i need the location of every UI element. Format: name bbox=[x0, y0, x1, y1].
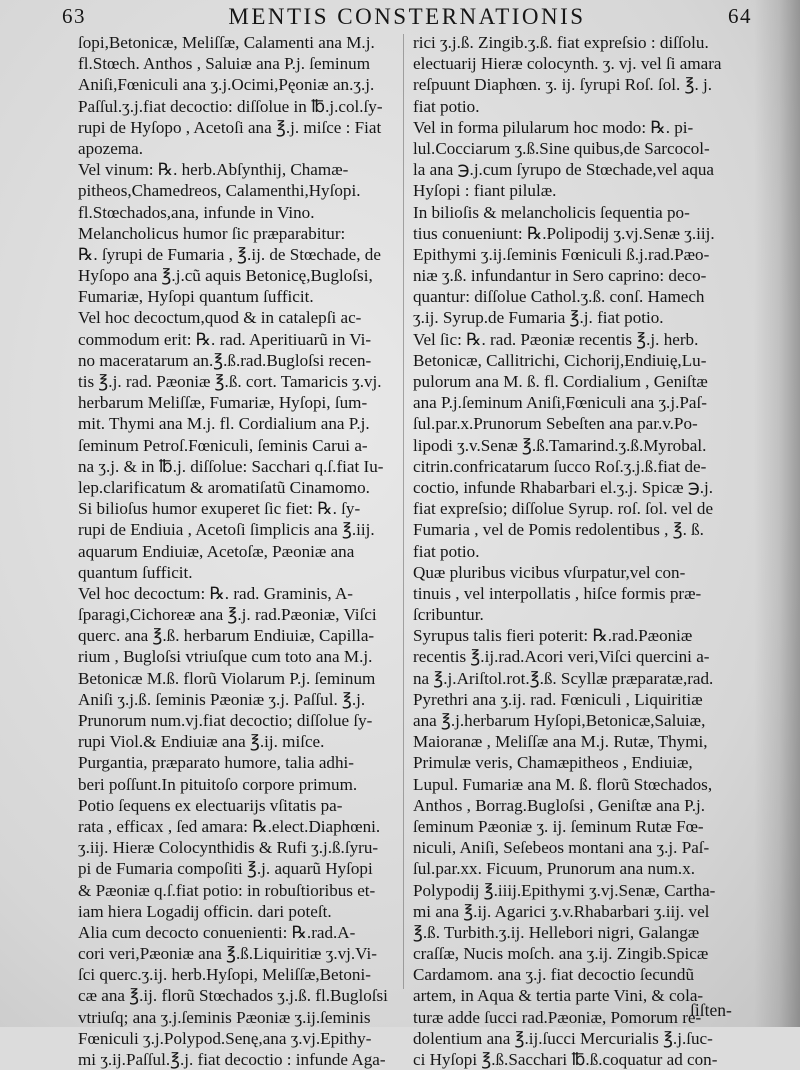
text-line: Epithymi ʒ.ij.ſeminis Fœniculi ß.j.rad.Pæo- bbox=[413, 244, 710, 264]
text-line: niæ ʒ.ß. infundantur in Sero caprino: deco- bbox=[413, 266, 707, 286]
text-line: Vel hoc decoctum: ℞. rad. Graminis, A- bbox=[78, 583, 353, 603]
text-line: Vel vinum: ℞. herb.Abſynthij, Chamæ- bbox=[78, 160, 349, 180]
catchword: ſiſten- bbox=[690, 1000, 732, 1020]
text-line: ʒ.iij. Hieræ Colocynthidis & Rufi ʒ.j.ß.ſyru- bbox=[78, 838, 379, 858]
text-line: ana ℥.j.herbarum Hyſopi,Betonicæ,Saluiæ, bbox=[413, 711, 706, 730]
text-line: ci Hyſopi ℥.ß.Sacchari ℔.ß.coquatur ad con- bbox=[413, 1050, 718, 1069]
text-line: ſul.par.xx. Ficuum, Prunorum ana num.x. bbox=[413, 859, 696, 879]
text-line: Alia cum decocto conuenienti: ℞.rad.A- bbox=[78, 922, 356, 942]
text-line: herbarum Meliſſæ, Fumariæ, Hyſopi, ſum- bbox=[78, 393, 368, 413]
text-line: rium , Bugloſsi vtriuſque cum toto ana M.j. bbox=[78, 647, 373, 667]
text-line: Syrupus talis fieri poterit: ℞.rad.Pæoniæ bbox=[413, 626, 693, 646]
text-line: ſci querc.ʒ.ij. herb.Hyſopi, Meliſſæ,Betoni- bbox=[78, 965, 371, 985]
text-line: rupi de Hyſopo , Acetoſi ana ℥.j. miſce : Fiat bbox=[78, 117, 382, 137]
text-line: ſeminum Petroſ.Fœniculi, ſeminis Carui a- bbox=[78, 435, 368, 455]
running-title: MENTIS CONSTERNATIONIS bbox=[228, 4, 586, 29]
text-line: iam hiera Logadij officin. dari poteſt. bbox=[78, 901, 332, 921]
text-line: cæ ana ℥.ij. florũ Stœchados ʒ.j.ß. fl.Bugloſsi bbox=[78, 986, 388, 1006]
text-line: rata , efficax , ſed amara: ℞.elect.Diaphœni. bbox=[78, 816, 381, 836]
text-line: apozema. bbox=[78, 138, 144, 158]
text-line: rici ʒ.j.ß. Zingib.ʒ.ß. fiat expreſsio : diſſolu. bbox=[413, 33, 709, 52]
text-line: craſſæ, Nucis moſch. ana ʒ.ij. Zingib.Spicæ bbox=[413, 944, 709, 964]
text-line: tinuis , vel interpollatis , hiſce formis præ- bbox=[413, 583, 702, 603]
text-line: Vel hoc decoctum,quod & in catalepſi ac- bbox=[78, 308, 362, 328]
text-line: quantum ſufficit. bbox=[78, 562, 193, 582]
text-line: vtriuſq; ana ʒ.j.ſeminis Pæoniæ ʒ.ij.ſeminis bbox=[78, 1007, 371, 1027]
text-line: pitheos,Chamedreos, Calamenthi,Hyſopi. bbox=[78, 181, 361, 201]
text-line: fiat potio. bbox=[413, 96, 480, 116]
text-line: Fumaria , vel de Pomis redolentibus , ℥. ß. bbox=[413, 520, 704, 540]
text-line: ʒ.ij. Syrup.de Fumaria ℥.j. fiat potio. bbox=[413, 308, 664, 328]
text-line: Anthos , Borrag.Bugloſsi , Geniſtæ ana P.j. bbox=[413, 795, 706, 815]
text-line: pi de Fumaria compoſiti ℥.j. aquarũ Hyſopi bbox=[78, 859, 373, 879]
text-line: mi ana ℥.ij. Agarici ʒ.v.Rhabarbari ʒ.iij. vel bbox=[413, 901, 710, 921]
right-text-column bbox=[413, 32, 743, 1070]
text-line: In bilioſis & melancholicis ſequentia po- bbox=[413, 202, 690, 222]
text-line: coctio, infunde Rhabarbari el.ʒ.j. Spicæ ℈.j. bbox=[413, 477, 714, 497]
text-line: Pyrethri ana ʒ.ij. rad. Fœniculi , Liquiritiæ bbox=[413, 689, 703, 709]
text-line: ℞. ſyrupi de Fumaria , ℥.ij. de Stœchade, de bbox=[78, 244, 381, 264]
text-line: rupi Viol.& Endiuiæ ana ℥.ij. miſce. bbox=[78, 732, 325, 752]
text-line: fl.Stœchados,ana, infunde in Vino. bbox=[78, 202, 315, 222]
text-line: ſeminum Pæoniæ ʒ. ij. ſeminum Rutæ Fœ- bbox=[413, 816, 704, 836]
text-line: reſpuunt Diaphœn. ʒ. ij. ſyrupi Roſ. ſol. ℥. j. bbox=[413, 75, 713, 95]
text-line: mi ʒ.ij.Paſſul.℥.j. fiat decoctio : infunde Aga- bbox=[78, 1050, 386, 1069]
text-line: na ℥.j.Ariſtol.rot.℥.ß. Scyllæ præparatæ,rad. bbox=[413, 668, 714, 688]
text-line: Prunorum num.vj.fiat decoctio; diſſolue ſy- bbox=[78, 711, 373, 730]
text-line: la ana ℈.j.cum ſyrupo de Stœchade,vel aqua bbox=[413, 160, 715, 180]
text-line: Cardamom. ana ʒ.j. fiat decoctio ſecundũ bbox=[413, 965, 694, 985]
text-line: lipodi ʒ.v.Senæ ℥.ß.Tamarind.ʒ.ß.Myrobal. bbox=[413, 435, 707, 455]
text-line: dolentium ana ℥.ij.ſucci Mercurialis ℥.j.ſuc- bbox=[413, 1028, 713, 1048]
text-line: Purgantia, præparato humore, talia adhi- bbox=[78, 753, 354, 773]
text-line: Lupul. Fumariæ ana M. ß. florũ Stœchados, bbox=[413, 774, 713, 794]
text-line: citrin.confricatarum ſucco Roſ.ʒ.j.ß.fiat de- bbox=[413, 456, 707, 476]
text-line: Betonicæ, Callitrichi, Cichorij,Endiuię,Lu- bbox=[413, 350, 707, 370]
text-line: Paſſul.ʒ.j.fiat decoctio: diſſolue in ℔.j.col.ſy- bbox=[78, 96, 383, 116]
text-line: rupi de Endiuia , Acetoſi ſimplicis ana ℥.iij. bbox=[78, 520, 375, 540]
text-line: ſopi,Betonicæ, Meliſſæ, Calamenti ana M.j. bbox=[78, 33, 375, 52]
text-line: Hyſopo ana ℥.j.cũ aquis Betonicę,Bugloſsi, bbox=[78, 266, 373, 286]
text-line: ſparagi,Cichoreæ ana ℥.j. rad.Pæoniæ, Viſci bbox=[78, 605, 377, 625]
text-line: Betonicæ M.ß. florũ Violarum P.j. ſeminum bbox=[78, 668, 376, 688]
text-line: Aniſi,Fœniculi ana ʒ.j.Ocimi,Pęoniæ an.ʒ.j. bbox=[78, 75, 375, 95]
text-line: Hyſopi : fiant pilulæ. bbox=[413, 181, 557, 201]
page-number-left: 63 bbox=[62, 4, 86, 28]
text-line: tius conueniunt: ℞.Polipodij ʒ.vj.Senæ ʒ.iij. bbox=[413, 223, 715, 243]
text-line: pulorum ana M. ß. fl. Cordialium , Geniſtæ bbox=[413, 372, 708, 391]
text-line: ſul.par.x.Prunorum Sebeſten ana par.v.Po- bbox=[413, 414, 698, 434]
page-edge-shadow bbox=[754, 0, 800, 1027]
text-line: Quæ pluribus vicibus vſurpatur,vel con- bbox=[413, 562, 686, 582]
text-line: Vel ſic: ℞. rad. Pæoniæ recentis ℥.j. herb. bbox=[413, 329, 699, 349]
text-line: cori veri,Pæoniæ ana ℥.ß.Liquiritiæ ʒ.vj.Vi- bbox=[78, 944, 377, 964]
text-line: artem, in Aqua & tertia parte Vini, & cola- bbox=[413, 986, 704, 1006]
text-line: lul.Cocciarum ʒ.ß.Sine quibus,de Sarcocol- bbox=[413, 138, 710, 158]
text-line: Vel in forma pilularum hoc modo: ℞. pi- bbox=[413, 117, 694, 137]
text-line: ſcribuntur. bbox=[413, 605, 484, 625]
text-line: Fœniculi ʒ.j.Polypod.Senę,ana ʒ.vj.Epithy- bbox=[78, 1028, 372, 1048]
text-line: ana P.j.ſeminum Aniſi,Fœniculi ana ʒ.j.Paſ- bbox=[413, 393, 707, 413]
page-number-right: 64 bbox=[728, 4, 752, 28]
text-line: aquarum Endiuiæ, Acetoſæ, Pæoniæ ana bbox=[78, 541, 355, 561]
text-line: turæ adde ſucci rad.Pæoniæ, Pomorum re- bbox=[413, 1007, 702, 1027]
text-line: Fumariæ, Hyſopi quantum ſufficit. bbox=[78, 287, 314, 307]
text-line: commodum erit: ℞. rad. Aperitiuarũ in Vi- bbox=[78, 329, 372, 349]
text-line: na ʒ.j. & in ℔.j. diſſolue: Sacchari q.ſ.fiat Iu- bbox=[78, 456, 384, 476]
text-line: Aniſi ʒ.j.ß. ſeminis Pæoniæ ʒ.j. Paſſul. ℥.j. bbox=[78, 689, 366, 709]
text-line: ℥.ß. Turbith.ʒ.ij. Hellebori nigri, Galangæ bbox=[413, 922, 700, 942]
text-line: Maioranæ , Meliſſæ ana M.j. Rutæ, Thymi, bbox=[413, 732, 708, 752]
text-line: Melancholicus humor ſic præparabitur: bbox=[78, 223, 346, 243]
text-line: recentis ℥.ij.rad.Acori veri,Viſci quercini a- bbox=[413, 647, 710, 667]
left-text-column bbox=[78, 32, 408, 1070]
text-line: Potio ſequens ex electuarijs vſitatis pa- bbox=[78, 795, 343, 815]
text-line: mit. Thymi ana M.j. fl. Cordialium ana P.j. bbox=[78, 414, 370, 434]
text-line: Primulæ veris, Chamæpitheos , Endiuiæ, bbox=[413, 753, 693, 773]
text-line: beri poſſunt.In pituitoſo corpore primum. bbox=[78, 774, 358, 794]
running-header bbox=[62, 4, 752, 30]
text-line: fiat expreſsio; diſſolue Syrup. roſ. ſol. vel de bbox=[413, 499, 714, 519]
text-line: tis ℥.j. rad. Pæoniæ ℥.ß. cort. Tamaricis ʒ.vj. bbox=[78, 372, 382, 391]
text-line: & Pæoniæ q.ſ.fiat potio: in robuſtioribus et- bbox=[78, 880, 376, 900]
text-line: lep.clarificatum & aromatiſatũ Cinamomo. bbox=[78, 477, 370, 497]
text-line: no maceratarum an.℥.ß.rad.Bugloſsi recen- bbox=[78, 350, 372, 370]
text-line: quantur: diſſolue Cathol.ʒ.ß. conſ. Hamech bbox=[413, 287, 705, 307]
text-line: electuarij Hieræ colocynth. ʒ. vj. vel ſi amara bbox=[413, 54, 722, 74]
text-line: querc. ana ℥.ß. herbarum Endiuiæ, Capilla- bbox=[78, 626, 375, 646]
text-line: Si bilioſus humor exuperet ſic fiet: ℞. ſy- bbox=[78, 499, 361, 519]
text-line: fl.Stœch. Anthos , Saluiæ ana P.j. ſeminum bbox=[78, 54, 371, 74]
text-line: fiat potio. bbox=[413, 541, 480, 561]
text-line: niculi, Aniſi, Seſebeos montani ana ʒ.j. Paſ- bbox=[413, 838, 710, 858]
text-line: Polypodij ℥.iiij.Epithymi ʒ.vj.Senæ, Cartha- bbox=[413, 880, 716, 900]
